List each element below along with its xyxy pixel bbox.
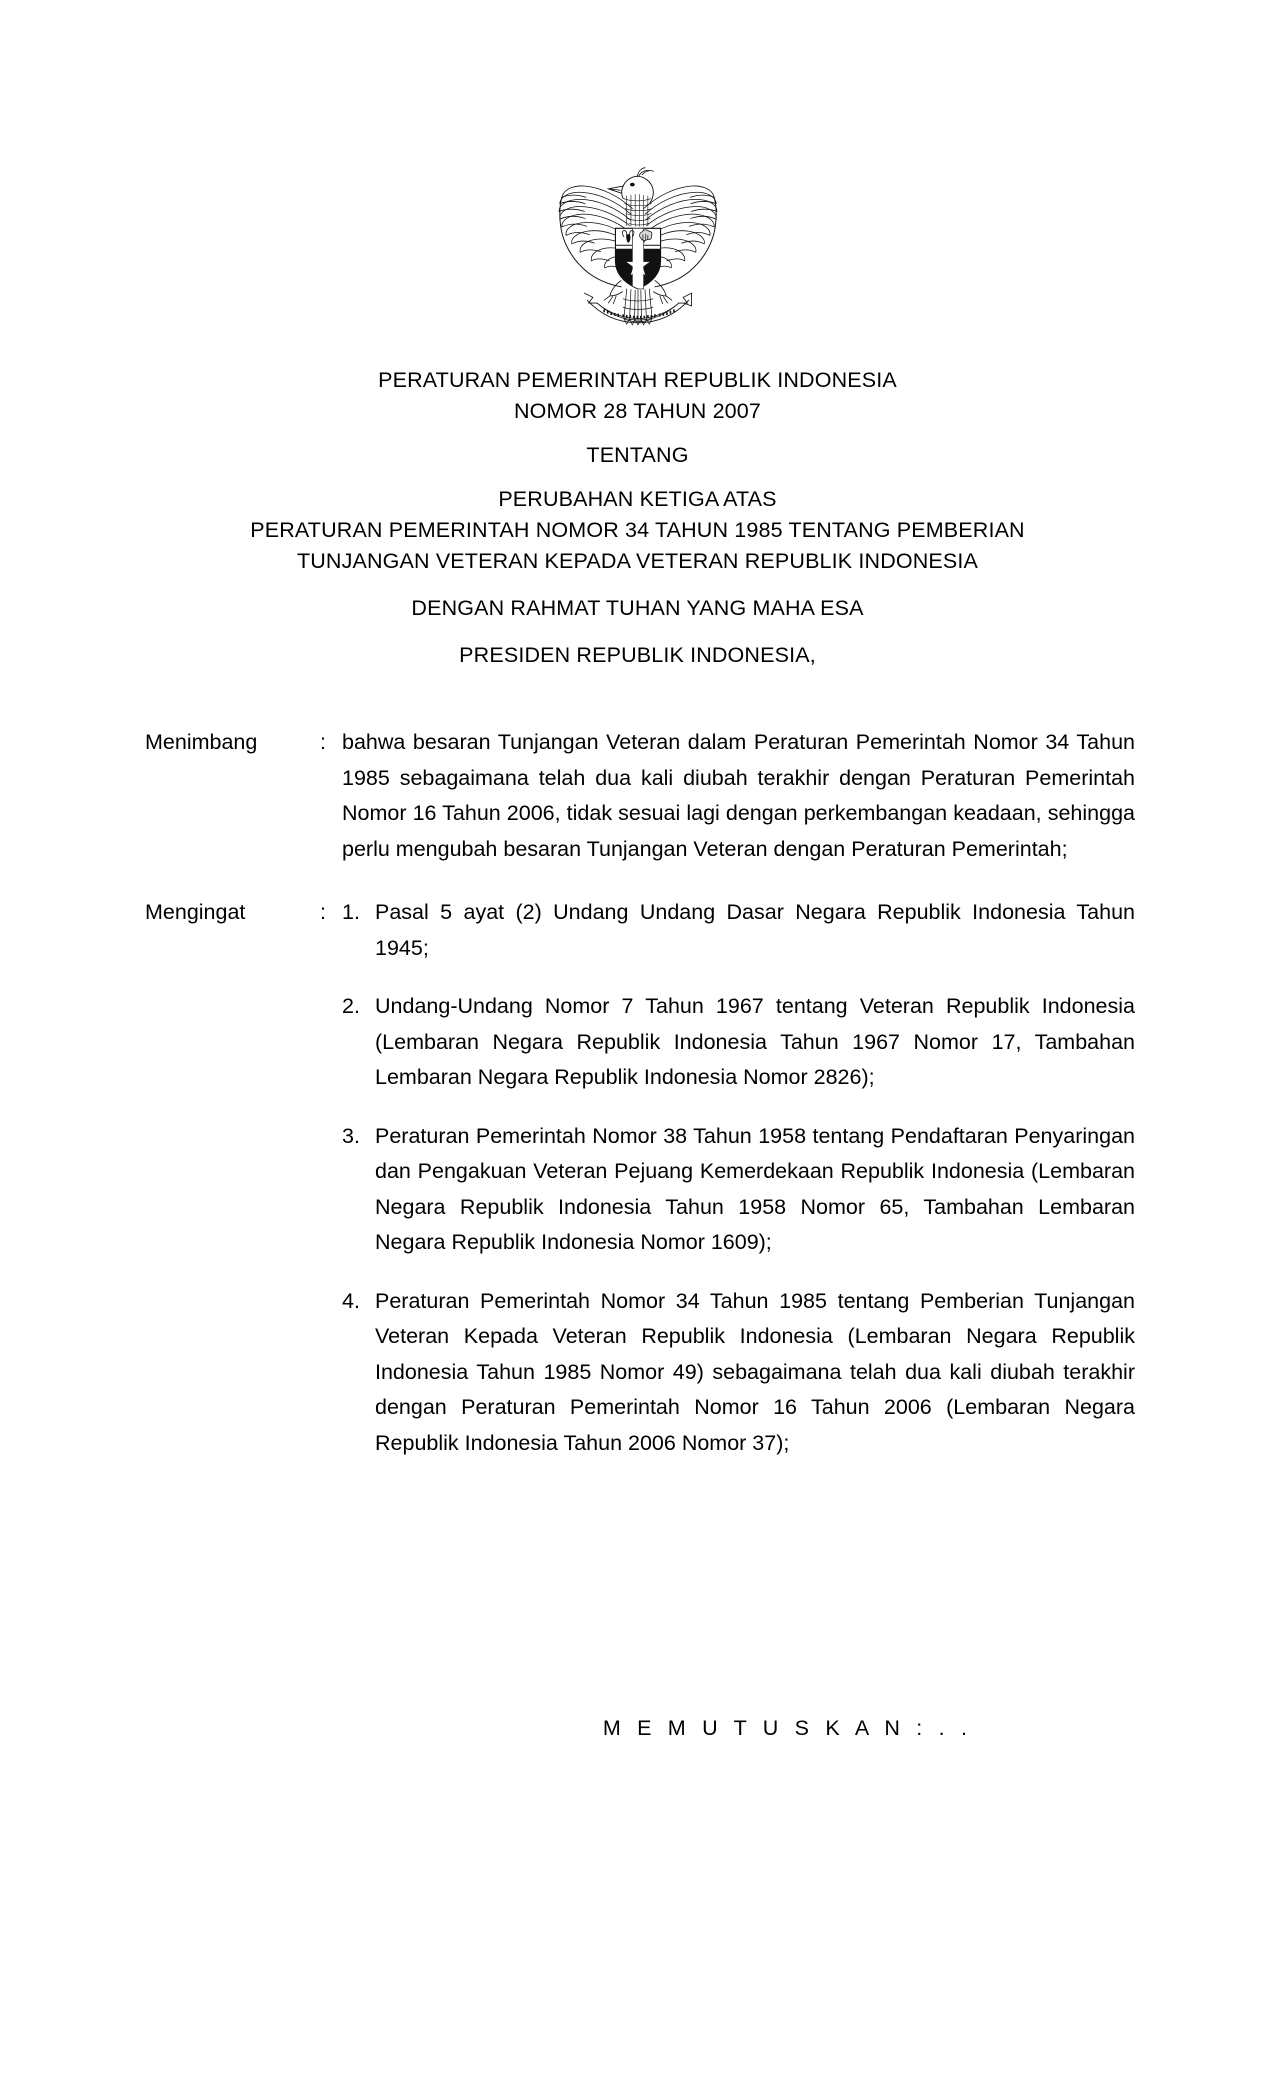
- list-item-paragraph: Peraturan Pemerintah Nomor 34 Tahun 1985 tentang Pemberian Tunjangan Veteran Kepada Veteran Republik Indonesia (Lembaran Negara Republik Indonesia Tahun 1985 Nomor 49) sebagaimana telah dua kali diubah terakhir dengan Peraturan Pemerintah Nomor 16 Tahun 2006 (Lembaran Negara Republik Indonesia Tahun 2006 Nomor 37);: [375, 1288, 1135, 1455]
- list-item-paragraph: Peraturan Pemerintah Nomor 38 Tahun 1958 tentang Pendaftaran Penyaringan dan Pengakuan Veteran Pejuang Kemerdekaan Republik Indonesia (Lembaran Negara Republik Indonesia Tahun 1958 Nomor 65, Tambahan Lembaran Negara Republik Indonesia Nomor 1609);: [375, 1123, 1135, 1254]
- decision-line-container: [0, 1712, 1275, 1744]
- list-item-text: [375, 1119, 1135, 1261]
- title-spacer: [0, 577, 1275, 593]
- list-item-paragraph: Undang-Undang Nomor 7 Tahun 1967 tentang Veteran Republik Indonesia (Lembaran Negara Republik Indonesia Tahun 1967 Nomor 17, Tambahan Lembaran Negara Republik Indonesia Nomor 2826);: [375, 994, 1135, 1089]
- title-line-regulation: PERATURAN PEMERINTAH REPUBLIK INDONESIA: [378, 368, 897, 392]
- clause-label-mengingat: Mengingat: [145, 900, 246, 924]
- title-line-subject-1: PERUBAHAN KETIGA ATAS: [498, 487, 777, 511]
- title-spacer: [0, 624, 1275, 640]
- list-item-paragraph: Pasal 5 ayat (2) Undang Undang Dasar Negara Republik Indonesia Tahun 1945;: [375, 900, 1135, 960]
- document-title-block: [0, 365, 1275, 671]
- title-spacer: [0, 471, 1275, 484]
- garuda-pancasila-emblem: [553, 155, 723, 327]
- title-line-subject-2: PERATURAN PEMERINTAH NOMOR 34 TAHUN 1985 TENTANG PEMBERIAN: [250, 518, 1025, 542]
- list-item-text: [375, 989, 1135, 1096]
- clause-colon-mengingat: :: [320, 900, 326, 924]
- clause-text-menimbang: [342, 725, 1135, 867]
- list-item-marker: 1.: [342, 900, 360, 924]
- list-item-marker: 4.: [342, 1288, 360, 1313]
- list-item-marker: 2.: [342, 994, 360, 1018]
- title-spacer: [0, 427, 1275, 440]
- emblem-container: [0, 155, 1275, 327]
- title-line-subject-3: TUNJANGAN VETERAN KEPADA VETERAN REPUBLIK INDONESIA: [296, 549, 979, 573]
- title-line-invocation: DENGAN RAHMAT TUHAN YANG MAHA ESA: [411, 596, 864, 620]
- clause-mengingat: [145, 895, 1135, 1461]
- list-item: [342, 1284, 1135, 1462]
- title-line-president: PRESIDEN REPUBLIK INDONESIA,: [459, 643, 816, 667]
- list-item: [342, 895, 1135, 966]
- clause-menimbang: [145, 725, 1135, 867]
- title-line-tentang: TENTANG: [586, 443, 689, 467]
- document-body: [145, 725, 1135, 1489]
- clause-colon-menimbang: :: [320, 730, 326, 754]
- title-line-number: NOMOR 28 TAHUN 2007: [514, 399, 761, 423]
- clause-label-menimbang: Menimbang: [145, 730, 258, 754]
- list-item-text: [375, 1284, 1135, 1462]
- decision-label: M E M U T U S K A N : . .: [602, 1716, 973, 1740]
- list-item-text: [375, 895, 1135, 966]
- mengingat-list: [342, 895, 1135, 1461]
- list-item: [342, 989, 1135, 1096]
- clause-paragraph: bahwa besaran Tunjangan Veteran dalam Peraturan Pemerintah Nomor 34 Tahun 1985 sebagaimana telah dua kali diubah terakhir dengan Peraturan Pemerintah Nomor 16 Tahun 2006, tidak sesuai lagi dengan perkembangan keadaan, sehingga perlu mengubah besaran Tunjangan Veteran dengan Peraturan Pemerintah;: [342, 730, 1135, 861]
- list-item: [342, 1119, 1135, 1261]
- list-item-marker: 3.: [342, 1123, 360, 1148]
